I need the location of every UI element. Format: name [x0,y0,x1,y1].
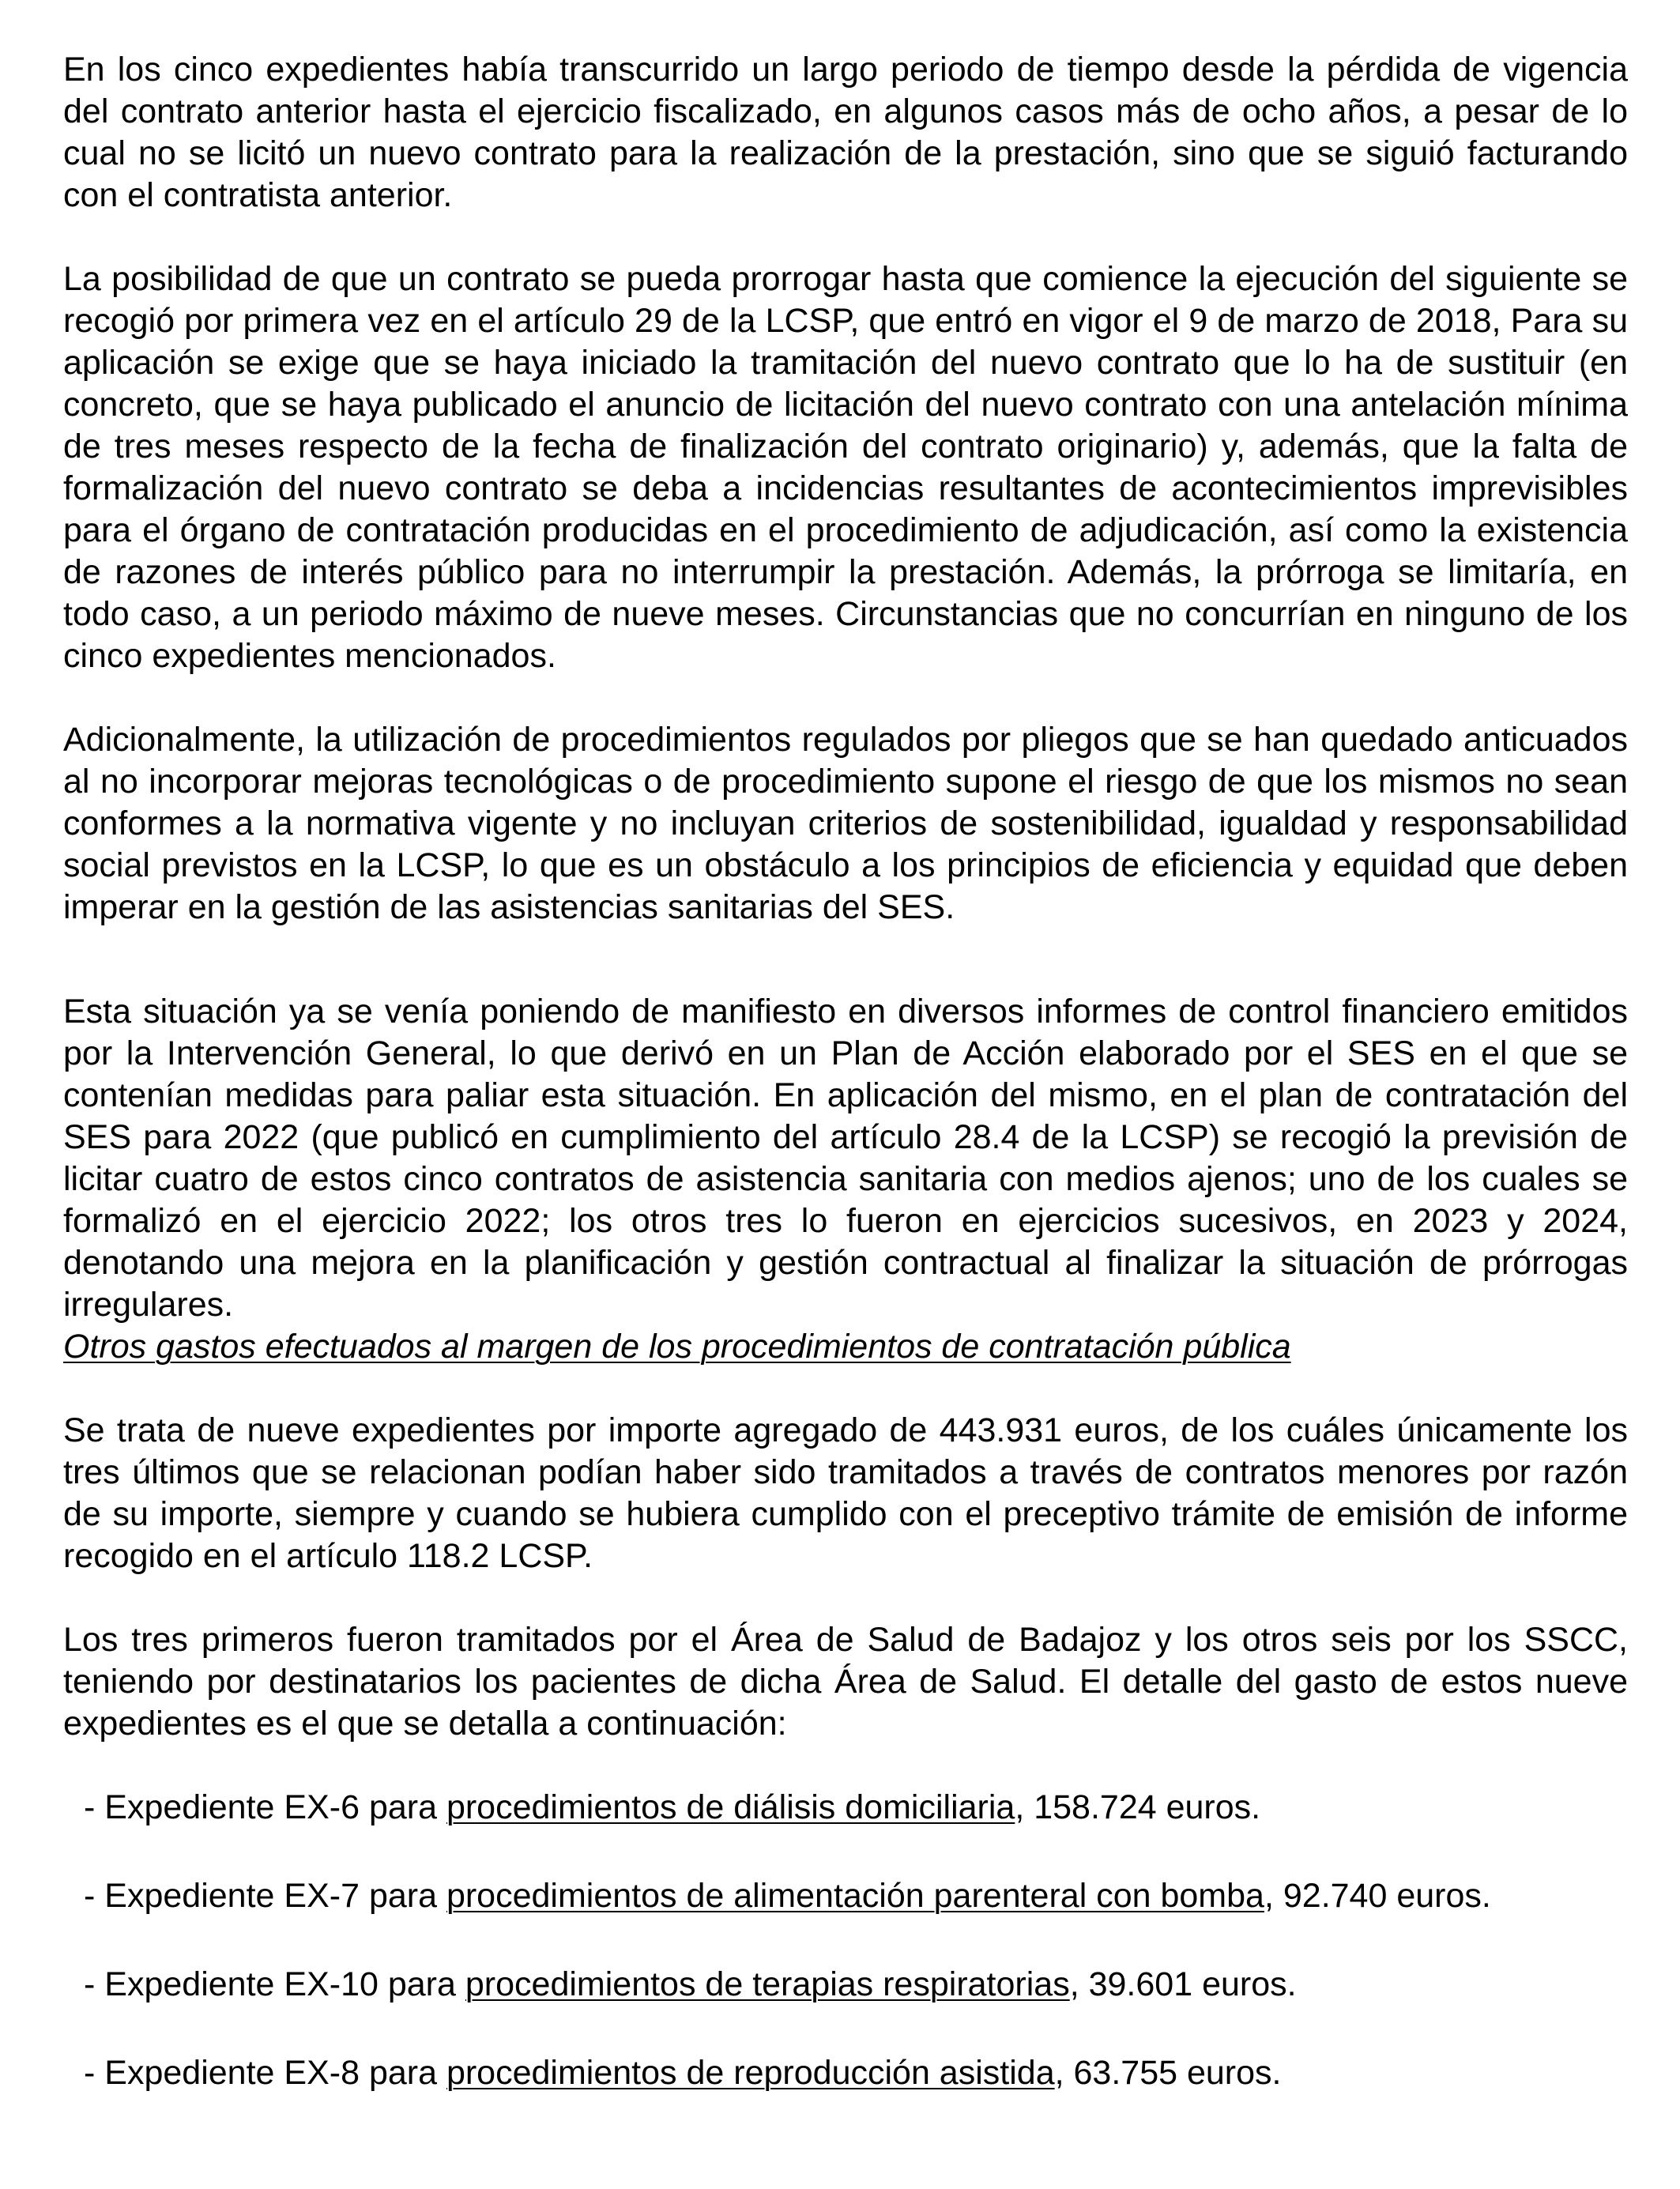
expediente-procedure: procedimientos de terapias respiratorias [465,1965,1070,2003]
paragraph-pliegos-anticuados: Adicionalmente, la utilización de procedimientos regulados por pliegos que se han quedado anticuados al no incorporar mejoras tecnológicas o de procedimiento supone el riesgo de que los mismos no sean conformes a la normativa vigente y no incluyan criterios de sostenibilidad, igualdad y responsabilidad social previstos en la LCSP, lo que es un obstáculo a los principios de eficiencia y equidad que deben imperar en la gestión de las asistencias sanitarias del SES. [63,721,1628,926]
list-item [63,1875,1628,1917]
expediente-procedure: procedimientos de alimentación parenteral con bomba [446,1877,1264,1915]
paragraph-detalle-gasto: Los tres primeros fueron tramitados por el Área de Salud de Badajoz y los otros seis por los SSCC, teniendo por destinatarios los pacientes de dicha Área de Salud. El detalle del gasto de estos nueve expedientes es el que se detalla a continuación: [63,1621,1628,1743]
list-bullet: - [84,2054,96,2092]
paragraph-nueve-expedientes: Se trata de nueve expedientes por importe agregado de 443.931 euros, de los cuáles únicamente los tres últimos que se relacionan podían haber sido tramitados a través de contratos menores por razón de su importe, siempre y cuando se hubiera cumplido con el preceptivo trámite de emisión de informe recogido en el artículo 118.2 LCSP. [63,1411,1628,1575]
expediente-procedure: procedimientos de reproducción asistida [446,2054,1055,2092]
list-bullet: - [84,1788,96,1826]
paragraph-prorroga-expedientes: En los cinco expedientes había transcurrido un largo periodo de tiempo desde la pérdida de vigencia del contrato anterior hasta el ejercicio fiscalizado, en algunos casos más de ocho años, a pesar de lo cual no se licitó un nuevo contrato para la realización de la prestación, sino que se siguió facturando con el contratista anterior. [63,51,1628,214]
paragraph-lcsp-articulo-29: La posibilidad de que un contrato se pueda prorrogar hasta que comience la ejecución del siguiente se recogió por primera vez en el artículo 29 de la LCSP, que entró en vigor el 9 de marzo de 2018, Para su aplicación se exige que se haya iniciado la tramitación del nuevo contrato que lo ha de sustituir (en concreto, que se haya publicado el anuncio de licitación del nuevo contrato con una antelación mínima de tres meses respecto de la fecha de finalización del contrato originario) y, además, que la falta de formalización del nuevo contrato se deba a incidencias resultantes de acontecimientos imprevisibles para el órgano de contratación producidas en el procedimiento de adjudicación, así como la existencia de razones de interés público para no interrumpir la prestación. Además, la prórroga se limitaría, en todo caso, a un periodo máximo de nueve meses. Circunstancias que no concurrían en ninguno de los cinco expedientes mencionados. [63,260,1628,675]
list-bullet: - [84,1877,96,1915]
expediente-prefix: Expediente EX-6 para [104,1788,446,1826]
expedientes-list [63,1787,1628,2094]
expediente-amount: , 92.740 euros. [1264,1877,1491,1915]
expediente-procedure: procedimientos de diálisis domiciliaria [446,1788,1015,1826]
list-item [63,1964,1628,2006]
section-heading: Otros gastos efectuados al margen de los procedimientos de contratación pública [63,1328,1291,1366]
document-page [63,49,1628,2141]
expediente-prefix: Expediente EX-10 para [104,1965,465,2003]
list-item [63,1787,1628,1829]
list-bullet: - [84,1965,96,2003]
paragraph-plan-de-accion: Esta situación ya se venía poniendo de manifiesto en diversos informes de control financiero emitidos por la Intervención General, lo que derivó en un Plan de Acción elaborado por el SES en el que se contenían medidas para paliar esta situación. En aplicación del mismo, en el plan de contratación del SES para 2022 (que publicó en cumplimiento del artículo 28.4 de la LCSP) se recogió la previsión de licitar cuatro de estos cinco contratos de asistencia sanitaria con medios ajenos; uno de los cuales se formalizó en el ejercicio 2022; los otros tres lo fueron en ejercicios sucesivos, en 2023 y 2024, denotando una mejora en la planificación y gestión contractual al finalizar la situación de prórrogas irregulares. [63,993,1628,1324]
expediente-prefix: Expediente EX-7 para [104,1877,446,1915]
list-item [63,2052,1628,2094]
expediente-amount: , 63.755 euros. [1054,2054,1282,2092]
expediente-amount: , 158.724 euros. [1015,1788,1261,1826]
expediente-prefix: Expediente EX-8 para [104,2054,446,2092]
expediente-amount: , 39.601 euros. [1069,1965,1297,2003]
